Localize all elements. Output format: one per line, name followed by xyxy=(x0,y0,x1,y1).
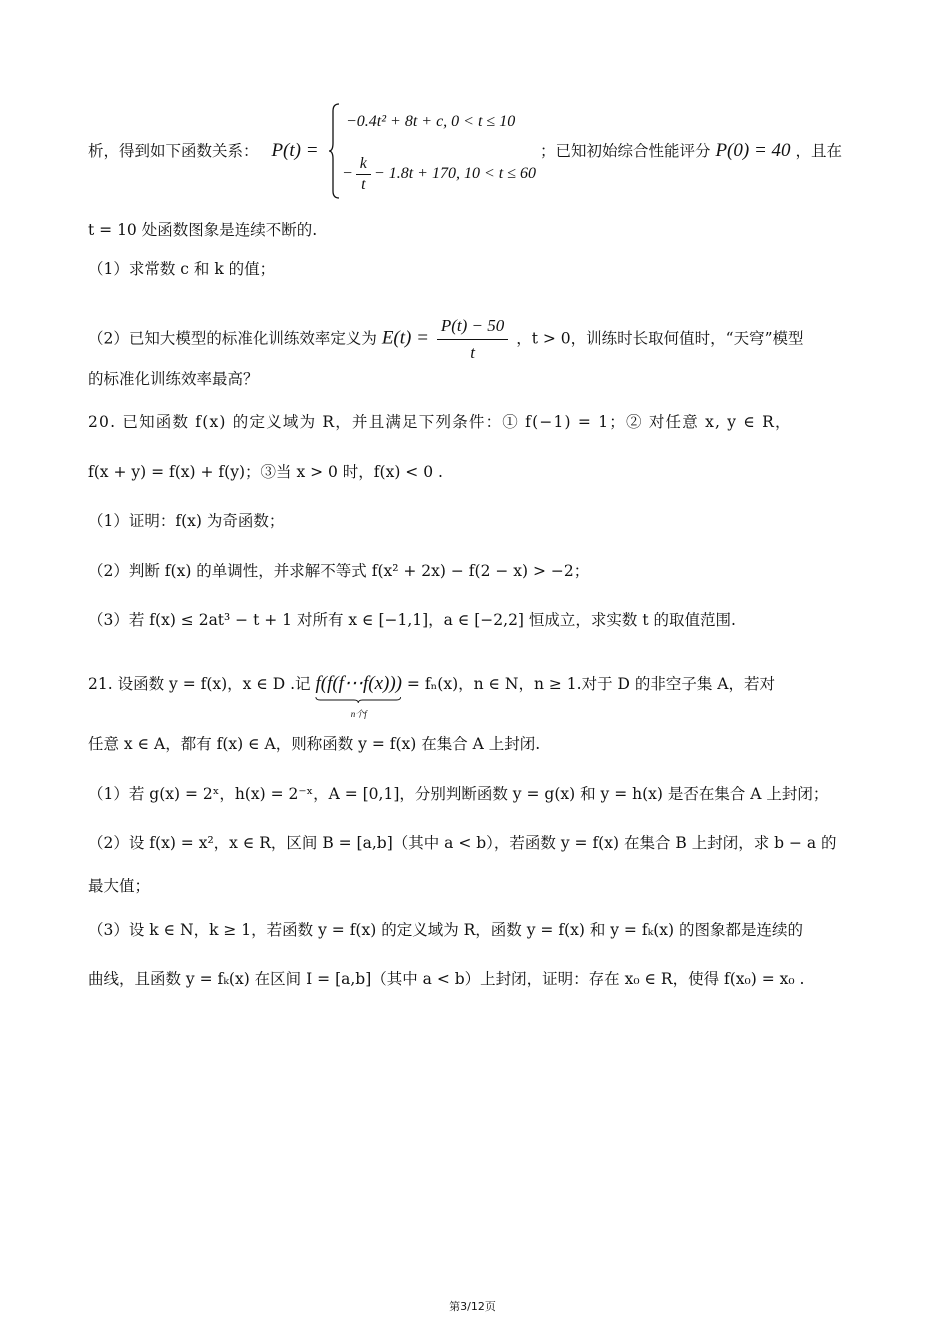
p21-underbrace xyxy=(315,672,402,719)
p21-nested-f: f(f(f⋯f(x))) xyxy=(315,673,402,694)
p21-q3-a: （3）设 k ∈ N，k ≥ 1，若函数 y = f(x) 的定义域为 R，函数 y = f(x) 和 y = fₖ(x) 的图象都是连续的 xyxy=(88,921,803,939)
p19-q1: （1）求常数 c 和 k 的值； xyxy=(88,260,276,278)
p20-line1: 20. 已知函数 f(x) 的定义域为 R，并且满足下列条件：① f(−1) = 1；② 对任意 x, y ∈ R， xyxy=(88,413,792,431)
p19-q2-c: 的标准化训练效率最高？ xyxy=(88,370,259,388)
p19-p0: P(0) = 40 xyxy=(715,140,791,161)
p19-q2-den: t xyxy=(470,343,475,362)
p19-case2-rest: − 1.8t + 170, 10 < t ≤ 60 xyxy=(373,165,536,183)
p19-case2-den: t xyxy=(361,176,366,193)
p19-q2-a: （2）已知大模型的标准化训练效率定义为 xyxy=(88,329,377,348)
p21-q1: （1）若 g(x) = 2ˣ，h(x) = 2⁻ˣ，A = [0,1]，分别判断函数 y = g(x) 和 y = h(x) 是否在集合 A 上封闭； xyxy=(88,785,829,803)
p19-mid-line xyxy=(540,139,865,163)
p19-lead: 析，得到如下函数关系： xyxy=(88,142,259,160)
p19-case1: −0.4t² + 8t + c, 0 < t ≤ 10 xyxy=(346,113,516,130)
p19-lhs: P(t) = xyxy=(271,140,319,161)
p19-case2-frac xyxy=(356,155,371,194)
p21-l1-a: 21. 设函数 y = f(x)，x ∈ D .记 xyxy=(88,675,311,693)
p20-q1: （1）证明：f(x) 为奇函数； xyxy=(88,512,285,530)
p21-under-label: n个f xyxy=(350,709,367,719)
p19-continuity: t = 10 处函数图象是连续不断的. xyxy=(88,221,318,239)
p21-q2-a: （2）设 f(x) = x²，x ∈ R，区间 B = [a,b]（其中 a < b），若函数 y = f(x) 在集合 B 上封闭，求 b − a 的 xyxy=(88,834,837,852)
p21-q2-b: 最大值； xyxy=(88,877,151,895)
p19-q2-line xyxy=(88,314,865,365)
p19-mid: ；已知初始综合性能评分 xyxy=(540,142,711,160)
p20-line2: f(x + y) = f(x) + f(y)；③当 x > 0 时，f(x) < 0 . xyxy=(88,463,443,481)
p19-q2-e: E(t) = xyxy=(381,327,429,349)
p21-q3-b: 曲线，且函数 y = fₖ(x) 在区间 I = [a,b]（其中 a < b）上封闭，证明：存在 x₀ ∈ R，使得 f(x₀) = x₀ . xyxy=(88,970,805,988)
piecewise-brace xyxy=(328,103,340,199)
p19-case2: − $\frac{k}{t}$ − 1.8t + 170, 10 < t ≤ 60 xyxy=(342,155,536,193)
p19-q2-b: ，t > 0，训练时长取何值时，“天穹”模型 xyxy=(516,329,804,348)
p19-case2-num: k xyxy=(356,155,371,175)
page-footer: 第3/12页 xyxy=(449,1300,496,1313)
p19-q2-frac xyxy=(437,314,508,365)
p19-tail: ，且在 xyxy=(795,142,842,160)
p19-q2-num: P(t) − 50 xyxy=(437,314,508,340)
p21-l1-b: = fₙ(x)，n ∈ N，n ≥ 1.对于 D 的非空子集 A，若对 xyxy=(406,675,776,693)
p20-q3: （3）若 f(x) ≤ 2at³ − t + 1 对所有 x ∈ [−1,1]，a ∈ [−2,2] 恒成立，求实数 t 的取值范围. xyxy=(88,611,736,629)
p21-line2: 任意 x ∈ A，都有 f(x) ∈ A，则称函数 y = f(x) 在集合 A 上封闭. xyxy=(88,735,541,753)
p21-line1 xyxy=(88,672,865,719)
p20-q2: （2）判断 f(x) 的单调性，并求解不等式 f(x² + 2x) − f(2 − x) > −2； xyxy=(88,562,590,580)
